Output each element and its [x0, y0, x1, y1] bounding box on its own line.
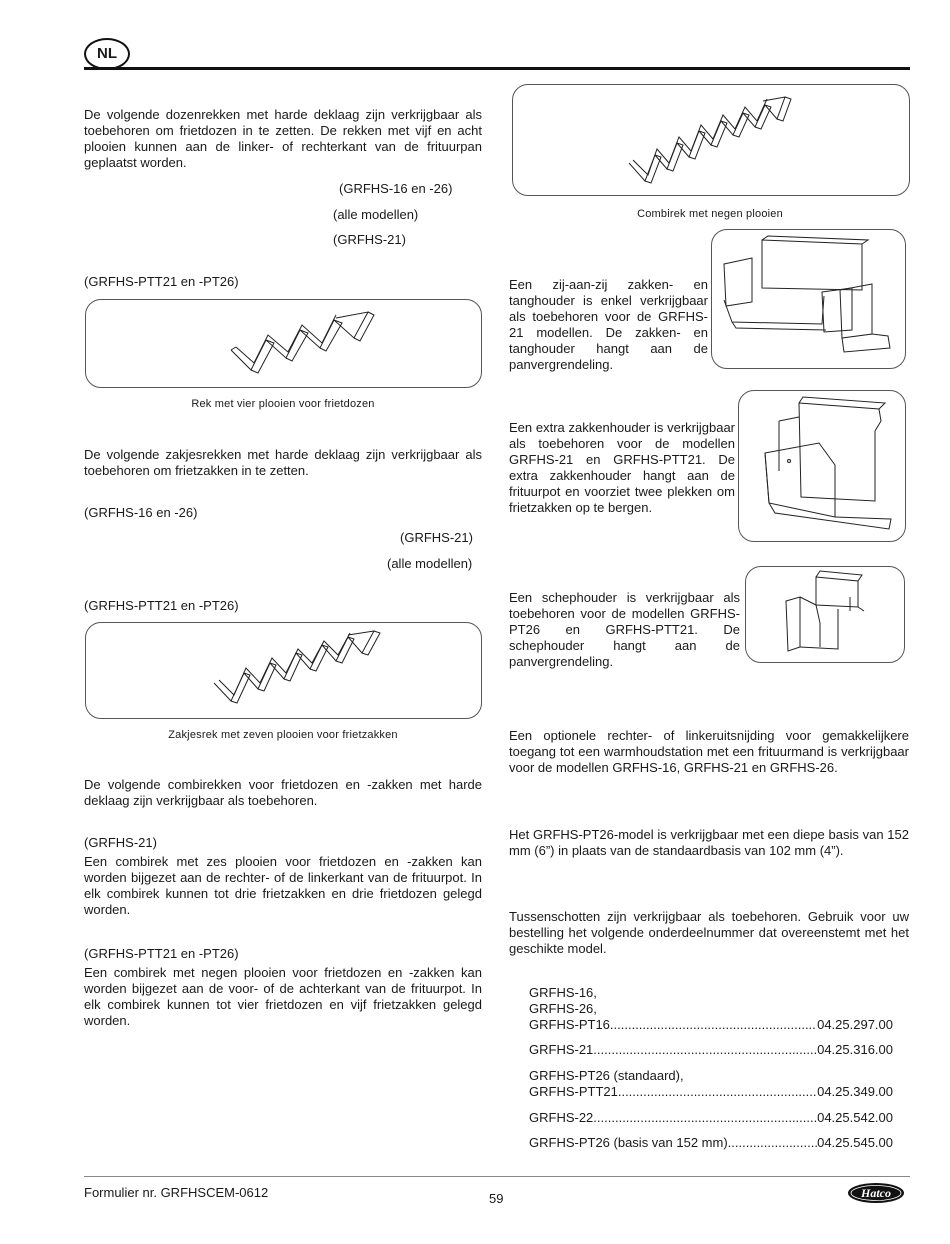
figure-caption: Rek met vier plooien voor frietdozen [191, 398, 375, 410]
parts-row [529, 1042, 893, 1058]
four-fold-box-rack-illustration [85, 299, 482, 388]
nine-fold-combi-rack-illustration [512, 84, 910, 196]
dividers-paragraph: Tussenschotten zijn verkrijgbaar als toebehoren. Gebruik voor uw bestelling het volgende onderdeelnummer dat overeenstemt met het geschikte model. [509, 909, 909, 956]
part-number: 04.25.297.00 [817, 1017, 893, 1032]
intro-combi-paragraph: De volgende combirekken voor frietdozen en -zakken met harde deklaag zijn verkrijgbaar als toebehoren. [84, 777, 482, 808]
model-label: (GRFHS-16 en -26) [339, 181, 453, 196]
figure-caption: Combirek met negen plooien [637, 208, 783, 220]
intro-boxes-paragraph: De volgende dozenrekken met harde deklaag zijn verkrijgbaar als toebehoren om frietdozen in te zetten. De rekken met vijf en acht plooien kunnen aan de linker- of rechterkant van de frituurpan geplaatst worden. [84, 107, 482, 170]
model-label: (GRFHS-21) [333, 232, 406, 247]
combi-nine-paragraph: Een combirek met negen plooien voor frietdozen en -zakken kan worden bijgezet aan de voor- of de achterkant van de frituurpot. In elk combirek kunnen tot vier frietdozen en vijf frietzakken gelegd worden. [84, 965, 482, 1028]
language-badge: NL [84, 38, 130, 70]
parts-pre-line: GRFHS-16, [529, 985, 597, 1000]
deep-base-paragraph: Het GRFHS-PT26-model is verkrijgbaar met een diepe basis van 152 mm (6”) in plaats van de standaardbasis van 102 mm (4”). [509, 827, 909, 858]
combi-six-paragraph: Een combirek met zes plooien voor frietdozen en -zakken kan worden bijgezet aan de rechter- of de linkerkant van de frituurpot. In elk combirek kunnen tot drie frietzakken en drie frietdozen gelegd worden. [84, 854, 482, 917]
header-rule [84, 67, 910, 70]
part-model: GRFHS-PT26 (basis van 152 mm) [529, 1135, 728, 1150]
logo-text: Hatco [861, 1186, 891, 1200]
intro-bags-paragraph: De volgende zakjesrekken met harde deklaag zijn verkrijgbaar als toebehoren om frietzakken in te zetten. [84, 447, 482, 478]
parts-row [529, 1135, 893, 1151]
part-model: GRFHS-21 [529, 1042, 594, 1057]
part-number: 04.25.316.00 [817, 1042, 893, 1057]
page-number: 59 [489, 1191, 504, 1206]
model-label: (GRFHS-16 en -26) [84, 505, 198, 520]
cutout-paragraph: Een optionele rechter- of linkeruitsnijding voor gemakkelijkere toegang tot een warmhoudstation met een frituurmand is verkrijgbaar voor de modellen GRFHS-16, GRFHS-21 en GRFHS-26. [509, 728, 909, 775]
parts-row [529, 1084, 893, 1100]
model-label: (alle modellen) [387, 556, 473, 571]
model-label: (GRFHS-PTT21 en -PT26) [84, 598, 239, 613]
hatco-logo [846, 1181, 906, 1205]
model-label: (GRFHS-21) [84, 835, 157, 850]
part-model: GRFHS-PTT21 [529, 1084, 618, 1099]
parts-row [529, 1017, 893, 1033]
extra-holder-paragraph: Een extra zakkenhouder is verkrijgbaar als toebehoren voor de modellen GRFHS-21 en GRFHS-PTT21. De extra zakkenhouder hangt aan de frituurpot en voorziet twee plekken om frietzakken op te bergen. [509, 420, 735, 515]
side-holder-paragraph: Een zij-aan-zij zakken- en tanghouder is enkel verkrijgbaar als toebehoren voor de GRFHS-21 modellen. De zakken- en tanghouder hangt aan de panvergrendeling. [509, 277, 708, 372]
parts-row [529, 1110, 893, 1126]
part-number: 04.25.542.00 [817, 1110, 893, 1125]
bag-tong-holder-illustration [711, 229, 906, 369]
part-number: 04.25.545.00 [817, 1135, 893, 1150]
part-model: GRFHS-PT16 [529, 1017, 610, 1032]
parts-pre-line: GRFHS-26, [529, 1001, 597, 1016]
figure-caption: Zakjesrek met zeven plooien voor frietzakken [168, 729, 398, 741]
model-label: (GRFHS-21) [400, 530, 473, 545]
model-label: (GRFHS-PTT21 en -PT26) [84, 274, 239, 289]
part-number: 04.25.349.00 [817, 1084, 893, 1099]
scoop-holder-paragraph: Een schephouder is verkrijgbaar als toebehoren voor de modellen GRFHS-PT26 en GRFHS-PTT21. De schephouder hangt aan de panvergrendeling. [509, 590, 740, 669]
footer-rule [84, 1176, 910, 1177]
part-model: GRFHS-22 [529, 1110, 594, 1125]
extra-bag-holder-illustration [738, 390, 906, 542]
scoop-holder-illustration [745, 566, 905, 663]
form-number: Formulier nr. GRFHSCEM-0612 [84, 1185, 269, 1200]
seven-fold-bag-rack-illustration [85, 622, 482, 719]
model-label: (alle modellen) [333, 207, 419, 222]
parts-pre-line: GRFHS-PT26 (standaard), [529, 1068, 684, 1083]
model-label: (GRFHS-PTT21 en -PT26) [84, 946, 239, 961]
